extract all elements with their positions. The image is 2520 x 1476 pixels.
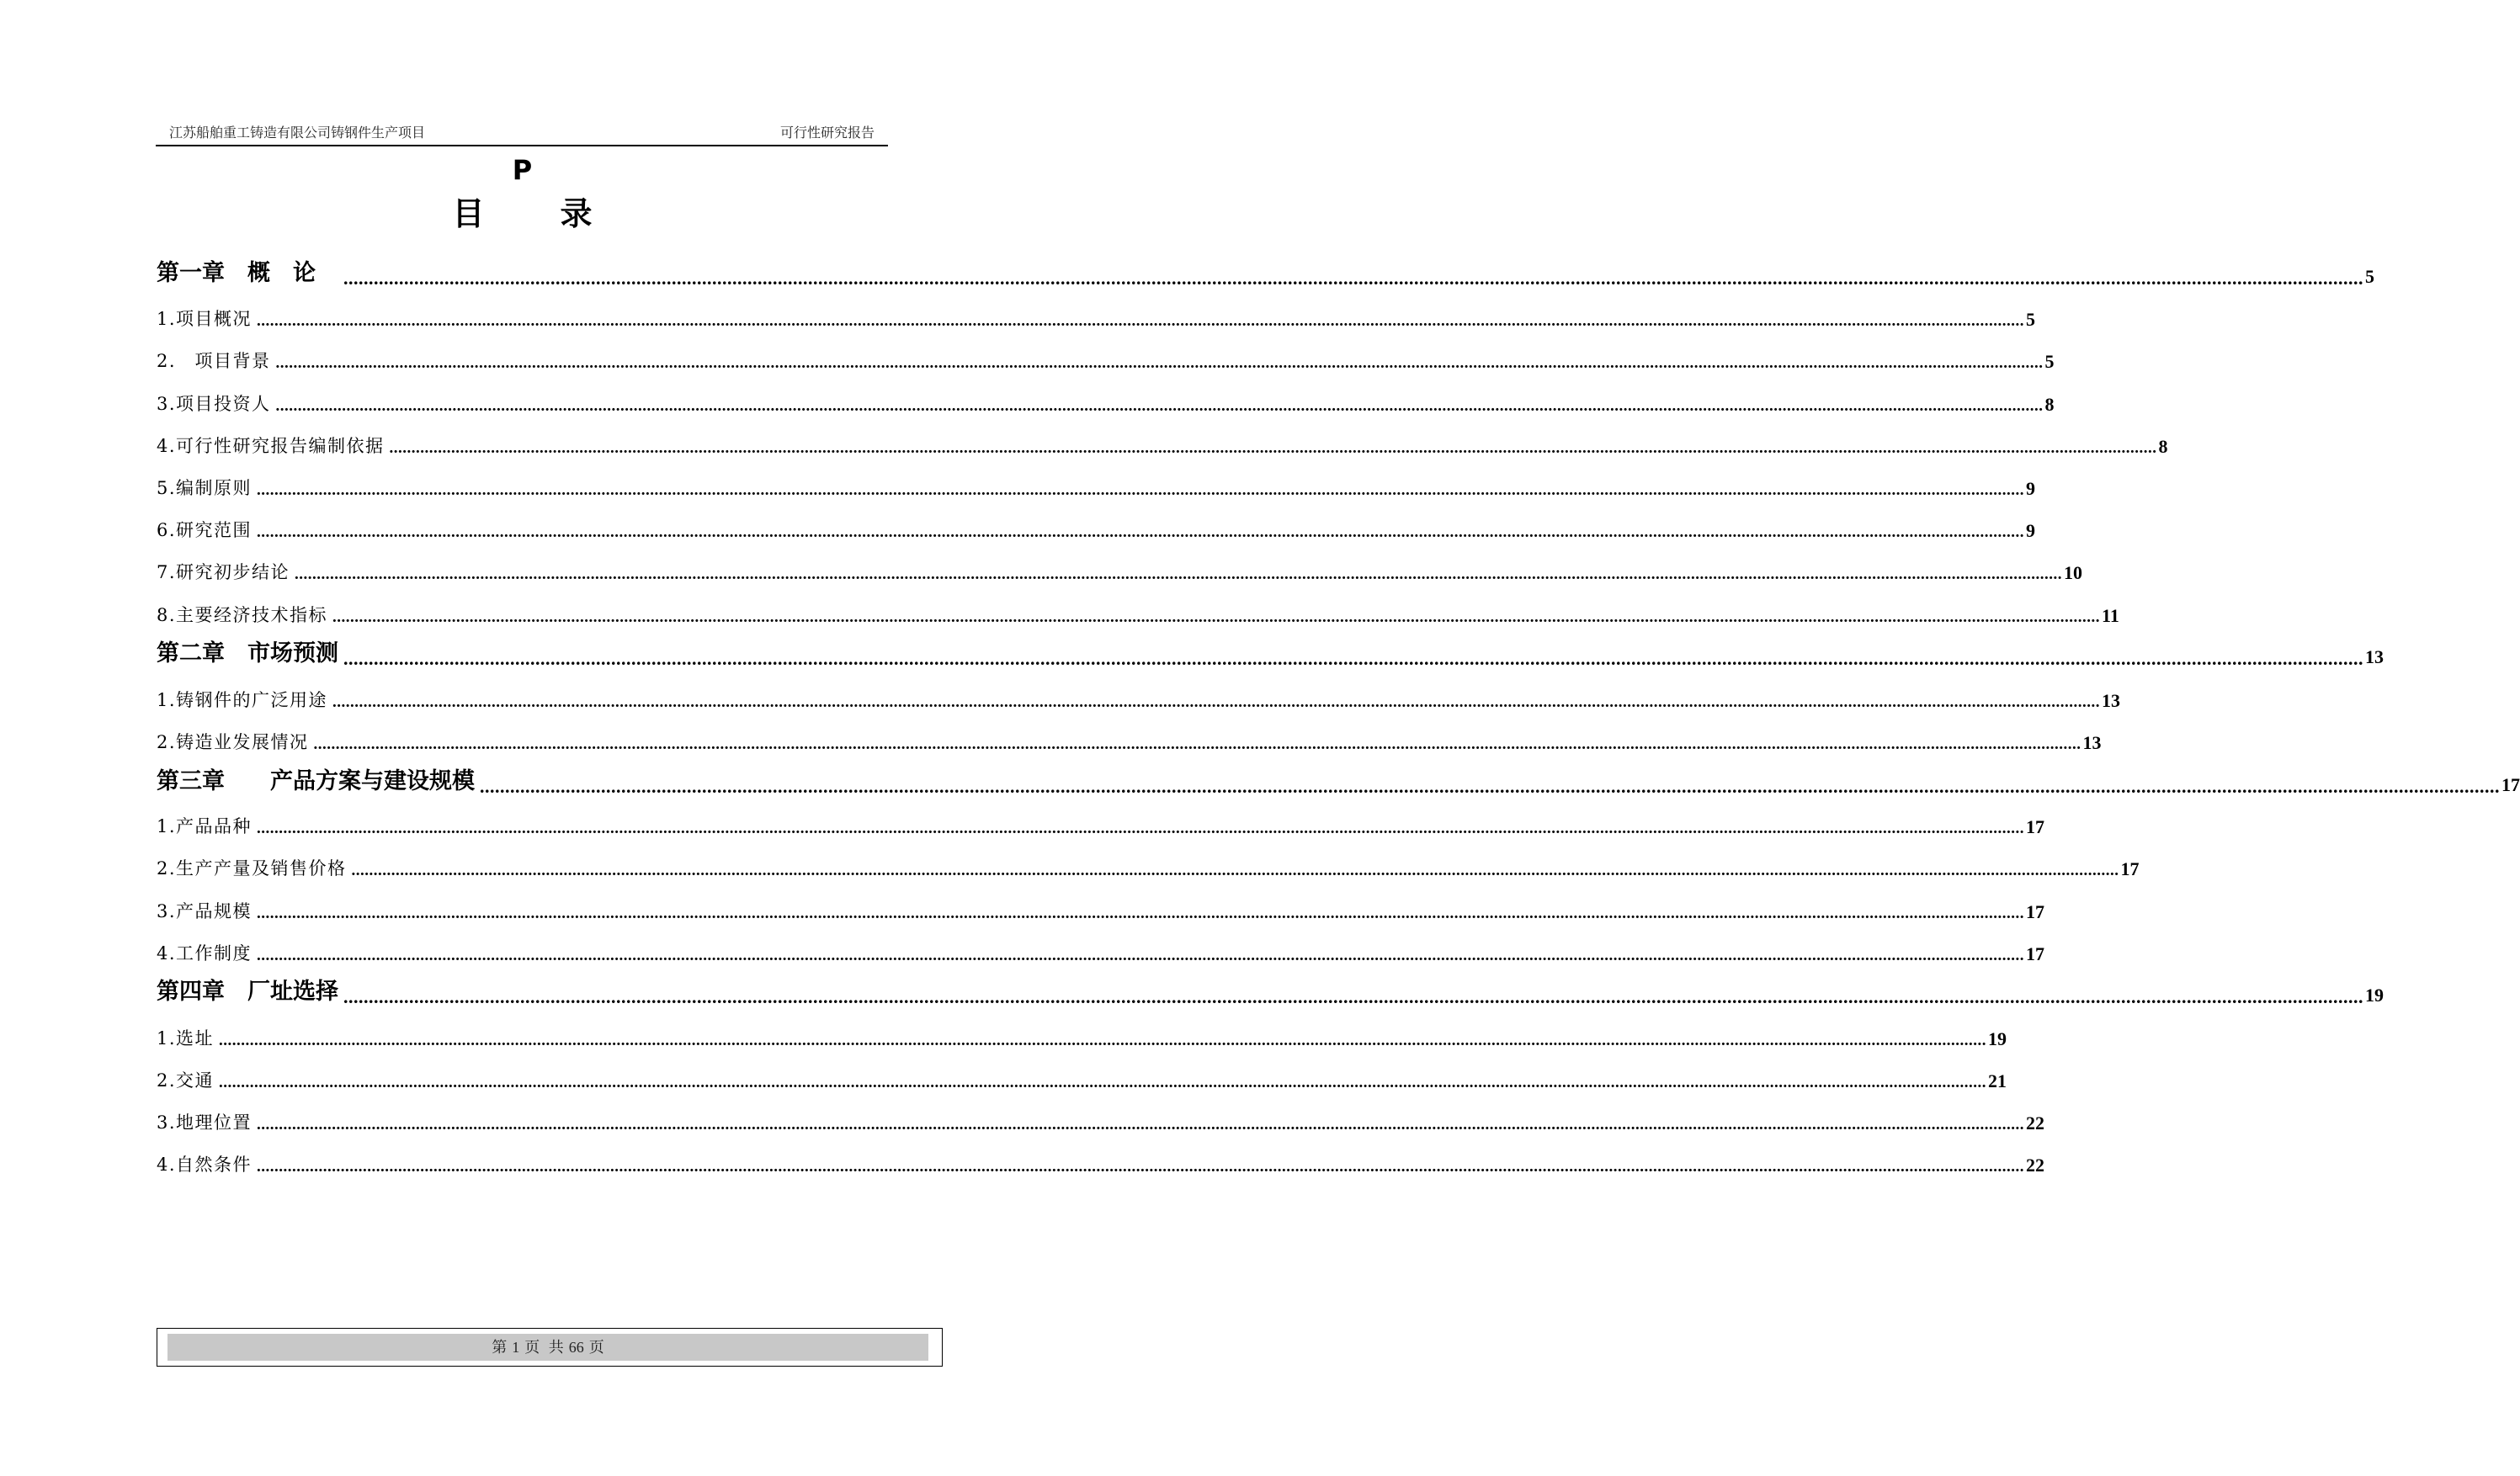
toc-entry-label: 4.自然条件 [157, 1155, 253, 1175]
toc-section-entry[interactable] [157, 932, 2045, 965]
toc-dot-leader: ................................................................................................................................................................................................................................................................................................................................................................................................................ [343, 268, 2363, 289]
footer-total-pages: 66 [568, 1339, 584, 1356]
toc-dot-leader: ................................................................................................................................................................................................................................................................................................................................................................................................................ [257, 1158, 2025, 1176]
toc-entry-label: 1.铸钢件的广泛用途 [157, 690, 328, 710]
page-header [156, 125, 888, 146]
toc-section-entry[interactable] [157, 1059, 2007, 1092]
toc-dot-leader: ................................................................................................................................................................................................................................................................................................................................................................................................................ [275, 397, 2044, 415]
toc-entry-label: 第一章 概 论 [157, 260, 338, 286]
toc-dot-leader: ................................................................................................................................................................................................................................................................................................................................................................................................................ [351, 862, 2119, 879]
toc-section-entry[interactable] [157, 382, 2055, 416]
toc-dot-leader: ................................................................................................................................................................................................................................................................................................................................................................................................................ [257, 481, 2025, 499]
toc-entry-page-number: 17 [2026, 943, 2045, 964]
toc-dot-leader: ................................................................................................................................................................................................................................................................................................................................................................................................................ [219, 1074, 1987, 1091]
toc-entry-page-number: 17 [2120, 858, 2140, 879]
toc-section-entry[interactable] [157, 678, 2121, 712]
toc-dot-leader: ................................................................................................................................................................................................................................................................................................................................................................................................................ [257, 905, 2025, 922]
toc-section-entry[interactable] [157, 889, 2045, 923]
toc-dot-leader: ................................................................................................................................................................................................................................................................................................................................................................................................................ [389, 439, 2157, 457]
toc-entry-label: 6.研究范围 [157, 520, 253, 540]
toc-section-entry[interactable] [157, 804, 2045, 838]
header-document-type: 可行性研究报告 [779, 125, 875, 141]
toc-entry-page-number: 5 [2365, 266, 2374, 287]
toc-entry-page-number: 13 [2365, 646, 2384, 667]
toc-section-entry[interactable] [157, 847, 2140, 880]
toc-entry-label: 第二章 市场预测 [157, 640, 338, 666]
toc-entry-label: 1.项目概况 [157, 309, 253, 329]
toc-dot-leader: ................................................................................................................................................................................................................................................................................................................................................................................................................ [219, 1032, 1987, 1049]
toc-entry-page-number: 19 [2365, 985, 2384, 1006]
toc-entry-label: 8.主要经济技术指标 [157, 605, 328, 625]
toc-chapter-entry[interactable] [157, 973, 2384, 1007]
toc-entry-label: 第三章 产品方案与建设规模 [157, 768, 475, 794]
toc-dot-leader: ................................................................................................................................................................................................................................................................................................................................................................................................................ [313, 735, 2081, 753]
toc-entry-page-number: 5 [2026, 309, 2036, 330]
toc-section-entry[interactable] [157, 466, 2036, 500]
toc-dot-leader: ................................................................................................................................................................................................................................................................................................................................................................................................................ [343, 648, 2363, 669]
toc-chapter-entry[interactable] [157, 762, 2520, 797]
toc-section-entry[interactable] [157, 593, 2119, 627]
toc-entry-page-number: 17 [2501, 774, 2520, 795]
toc-dot-leader: ................................................................................................................................................................................................................................................................................................................................................................................................................ [343, 986, 2363, 1007]
toc-entry-label: 1.选址 [157, 1028, 215, 1049]
toc-entry-page-number: 17 [2026, 901, 2045, 922]
toc-section-entry[interactable] [157, 1101, 2045, 1134]
toc-chapter-entry[interactable] [157, 254, 2374, 289]
toc-entry-label: 2. 项目背景 [157, 351, 271, 371]
toc-entry-label: 2.交通 [157, 1070, 215, 1091]
footer-total-suffix: 页 [588, 1339, 604, 1356]
page-title [0, 190, 1045, 237]
toc-entry-page-number: 22 [2026, 1155, 2045, 1176]
toc-entry-page-number: 21 [1988, 1070, 2007, 1091]
toc-dot-leader: ................................................................................................................................................................................................................................................................................................................................................................................................................ [257, 523, 2025, 541]
footer-page-mid: 页 [524, 1339, 540, 1356]
page-number-bar [167, 1334, 928, 1361]
page-mark: P [512, 154, 533, 186]
toc-section-entry[interactable] [157, 1143, 2045, 1176]
toc-section-entry[interactable] [157, 720, 2102, 754]
toc-entry-page-number: 9 [2026, 520, 2036, 541]
toc-dot-leader: ................................................................................................................................................................................................................................................................................................................................................................................................................ [257, 1116, 2025, 1134]
toc-entry-page-number: 11 [2102, 605, 2119, 626]
toc-entry-page-number: 8 [2044, 394, 2055, 415]
toc-section-entry[interactable] [157, 339, 2055, 373]
toc-entry-page-number: 19 [1988, 1028, 2007, 1049]
toc-entry-page-number: 9 [2026, 478, 2036, 499]
toc-dot-leader: ................................................................................................................................................................................................................................................................................................................................................................................................................ [257, 312, 2025, 330]
toc-entry-label: 4.可行性研究报告编制依据 [157, 436, 385, 456]
toc-entry-label: 1.产品品种 [157, 816, 253, 836]
toc-entry-label: 5.编制原则 [157, 478, 253, 498]
toc-dot-leader: ................................................................................................................................................................................................................................................................................................................................................................................................................ [257, 947, 2025, 964]
toc-entry-page-number: 13 [2102, 690, 2121, 711]
toc-entry-page-number: 5 [2044, 351, 2055, 372]
footer-page-prefix: 第 [492, 1339, 508, 1356]
toc-dot-leader: ................................................................................................................................................................................................................................................................................................................................................................................................................ [295, 565, 2063, 583]
toc-entry-label: 3.产品规模 [157, 901, 253, 921]
toc-entry-label: 7.研究初步结论 [157, 562, 290, 582]
toc-dot-leader: ................................................................................................................................................................................................................................................................................................................................................................................................................ [332, 608, 2101, 626]
footer-current-page: 1 [512, 1339, 520, 1356]
toc-entry-page-number: 22 [2026, 1112, 2045, 1134]
header-project-name: 江苏船舶重工铸造有限公司铸钢件生产项目 [169, 125, 426, 141]
page-footer [157, 1328, 943, 1367]
toc-dot-leader: ................................................................................................................................................................................................................................................................................................................................................................................................................ [480, 776, 2500, 797]
toc-dot-leader: ................................................................................................................................................................................................................................................................................................................................................................................................................ [332, 693, 2101, 711]
title-char-1: 目 [452, 195, 485, 232]
toc-entry-page-number: 8 [2158, 436, 2168, 457]
toc-dot-leader: ................................................................................................................................................................................................................................................................................................................................................................................................................ [257, 820, 2025, 837]
toc-section-entry[interactable] [157, 297, 2036, 331]
toc-entry-label: 2.生产产量及销售价格 [157, 858, 347, 879]
toc-section-entry[interactable] [157, 424, 2168, 458]
toc-dot-leader: ................................................................................................................................................................................................................................................................................................................................................................................................................ [275, 354, 2044, 372]
toc-entry-label: 3.地理位置 [157, 1112, 253, 1133]
toc-entry-page-number: 13 [2082, 732, 2102, 753]
toc-section-entry[interactable] [157, 508, 2036, 542]
toc-entry-page-number: 10 [2064, 562, 2083, 583]
toc-entry-label: 3.项目投资人 [157, 394, 271, 414]
toc-chapter-entry[interactable] [157, 634, 2384, 669]
toc-entry-label: 4.工作制度 [157, 943, 253, 964]
toc-entry-label: 2.铸造业发展情况 [157, 732, 309, 752]
footer-total-prefix: 共 [548, 1339, 564, 1356]
toc-section-entry[interactable] [157, 550, 2083, 584]
toc-entry-label: 第四章 厂址选择 [157, 979, 338, 1005]
toc-section-entry[interactable] [157, 1017, 2007, 1050]
toc-entry-page-number: 17 [2026, 816, 2045, 837]
title-char-2: 录 [560, 195, 593, 232]
